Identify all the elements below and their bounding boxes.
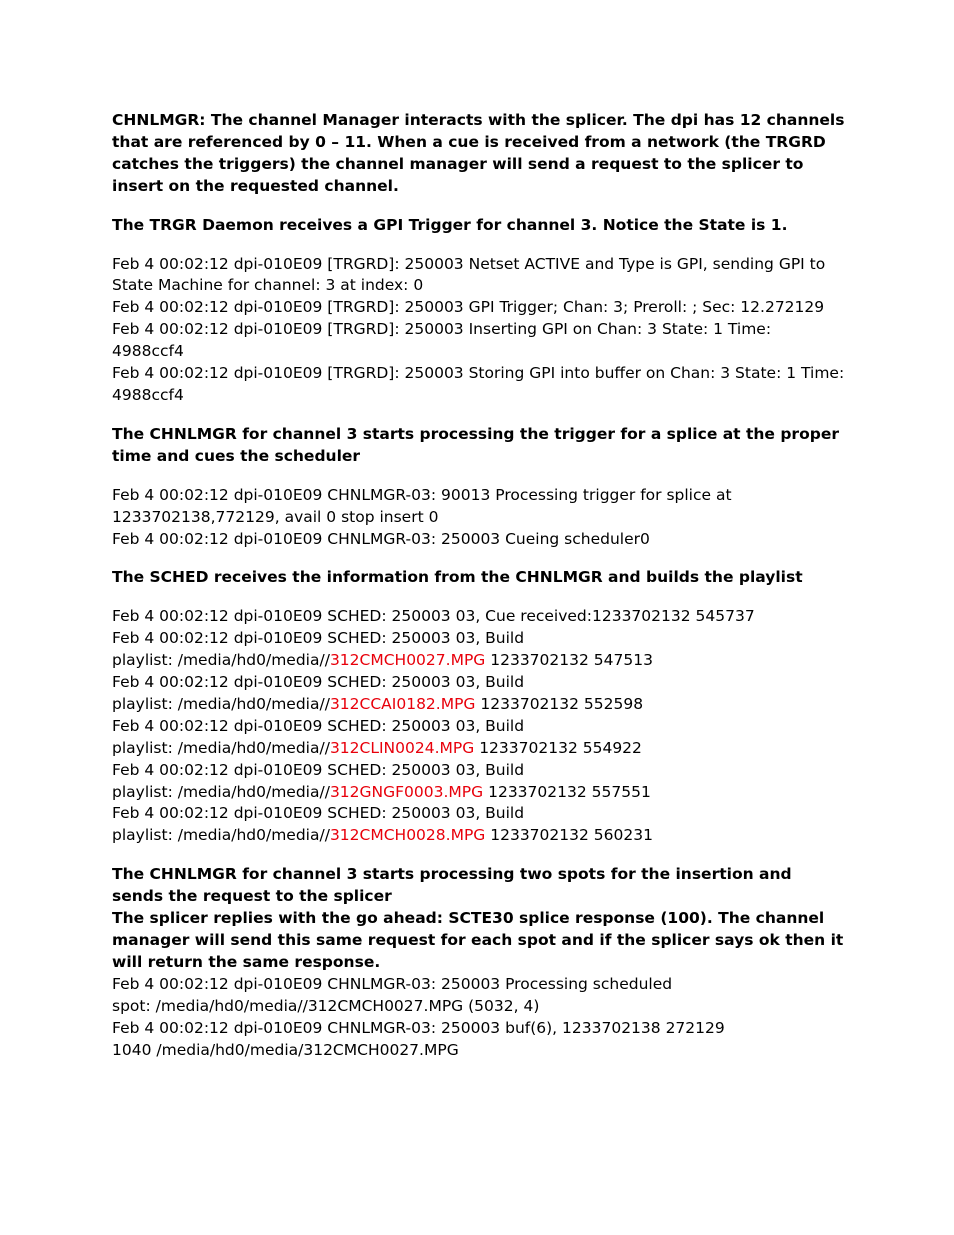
playlist-time: 1233702132 557551 xyxy=(483,782,651,801)
log-line: Feb 4 00:02:12 dpi-010E09 SCHED: 250003 03, Build xyxy=(112,804,525,823)
playlist-time: 1233702132 547513 xyxy=(485,651,653,670)
playlist-file: 312CCAI0182.MPG xyxy=(329,694,476,713)
log-line: spot: /media/hd0/media//312CMCH0027.MPG (5032, 4) xyxy=(112,996,540,1015)
playlist-line xyxy=(112,650,847,672)
log-line: Feb 4 00:02:12 dpi-010E09 SCHED: 250003 03, Build xyxy=(112,760,525,779)
playlist-time: 1233702132 552598 xyxy=(475,694,644,713)
playlist-time: 1233702132 554922 xyxy=(474,738,642,757)
log-line: Feb 4 00:02:12 dpi-010E09 [TRGRD]: 250003 GPI Trigger; Chan: 3; Preroll: ; Sec: 12.272129 xyxy=(112,298,825,317)
sched-heading: The SCHED receives the information from the CHNLMGR and builds the playlist xyxy=(112,568,803,587)
log-line: Feb 4 00:02:12 dpi-010E09 SCHED: 250003 03, Build xyxy=(112,716,525,735)
log-line: 1040 /media/hd0/media/312CMCH0027.MPG xyxy=(112,1040,459,1059)
log-line: Feb 4 00:02:12 dpi-010E09 CHNLMGR-03: 250003 buf(6), 1233702138 272129 xyxy=(112,1018,725,1037)
log-line: Feb 4 00:02:12 dpi-010E09 CHNLMGR-03: 90013 Processing trigger for splice at 1233702138,772129, avail 0 stop insert 0 xyxy=(112,485,732,526)
log-line: Feb 4 00:02:12 dpi-010E09 CHNLMGR-03: 250003 Cueing scheduler0 xyxy=(112,529,650,548)
log-line: Feb 4 00:02:12 dpi-010E09 SCHED: 250003 03, Build xyxy=(112,673,525,692)
playlist-line xyxy=(112,694,847,716)
chnlmgr-spots-heading: The CHNLMGR for channel 3 starts processing two spots for the insertion and sends the request to the splicer xyxy=(112,865,792,906)
log-line: Feb 4 00:02:12 dpi-010E09 SCHED: 250003 03, Build xyxy=(112,629,525,648)
playlist-file: 312CMCH0028.MPG xyxy=(329,826,486,845)
playlist-file: 312CMCH0027.MPG xyxy=(329,651,486,670)
splicer-reply-heading: The splicer replies with the go ahead: SCTE30 splice response (100). The channel manager will send this same request for each spot and if the splicer says ok then it will return the same response. xyxy=(112,909,844,971)
chnlmgr-log xyxy=(112,485,847,551)
path-prefix: playlist: /media/hd0/media// xyxy=(112,826,330,845)
log-line: Feb 4 00:02:12 dpi-010E09 [TRGRD]: 250003 Inserting GPI on Chan: 3 State: 1 Time: 4988ccf4 xyxy=(112,320,772,361)
chnlmgr-heading: The CHNLMGR for channel 3 starts processing the trigger for a splice at the proper time and cues the scheduler xyxy=(112,424,839,465)
log-line: Feb 4 00:02:12 dpi-010E09 [TRGRD]: 250003 Netset ACTIVE and Type is GPI, sending GPI to State Machine for channel: 3 at index: 0 xyxy=(112,254,826,295)
path-prefix: playlist: /media/hd0/media// xyxy=(112,738,330,757)
path-prefix: playlist: /media/hd0/media// xyxy=(112,694,330,713)
sched-log xyxy=(112,606,847,847)
log-line: Feb 4 00:02:12 dpi-010E09 [TRGRD]: 250003 Storing GPI into buffer on Chan: 3 State: 1 Time: 4988ccf4 xyxy=(112,364,845,404)
log-line: Feb 4 00:02:12 dpi-010E09 SCHED: 250003 03, Cue received:1233702132 545737 xyxy=(112,607,755,626)
document-page xyxy=(112,110,847,1061)
path-prefix: playlist: /media/hd0/media// xyxy=(112,651,330,670)
playlist-line xyxy=(112,825,847,847)
playlist-line xyxy=(112,782,847,804)
trgr-log xyxy=(112,254,847,407)
playlist-file: 312CLIN0024.MPG xyxy=(329,738,475,757)
path-prefix: playlist: /media/hd0/media// xyxy=(112,782,330,801)
playlist-line xyxy=(112,738,847,760)
log-line: Feb 4 00:02:12 dpi-010E09 CHNLMGR-03: 250003 Processing scheduled xyxy=(112,974,673,993)
playlist-time: 1233702132 560231 xyxy=(485,826,653,845)
trgr-heading: The TRGR Daemon receives a GPI Trigger for channel 3. Notice the State is 1. xyxy=(112,215,788,234)
intro-paragraph: CHNLMGR: The channel Manager interacts with the splicer. The dpi has 12 channels that are referenced by 0 – 11. When a cue is received from a network (the TRGRD catches the triggers) the channel manager will send a request to the splicer to insert on the requested channel. xyxy=(112,111,845,195)
playlist-file: 312GNGF0003.MPG xyxy=(329,782,484,801)
chnlmgr-spots-log xyxy=(112,974,847,1062)
